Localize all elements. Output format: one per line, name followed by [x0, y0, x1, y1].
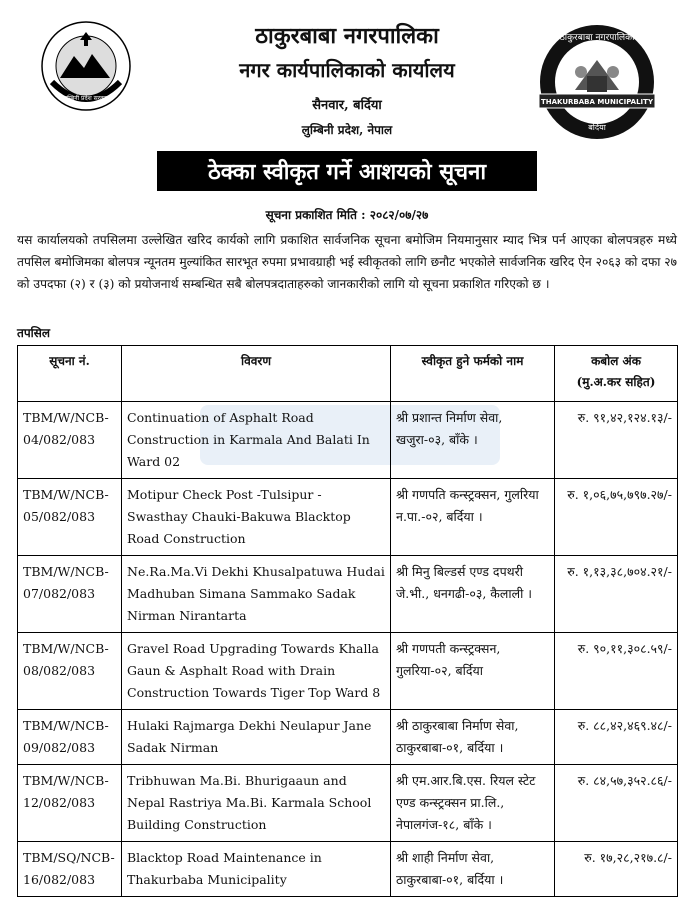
table-row [18, 765, 678, 842]
right-logo-top-text: ठाकुरबाबा नगरपालिका [559, 33, 635, 43]
notice-banner: ठेक्का स्वीकृत गर्ने आशयको सूचना [157, 151, 537, 191]
cell-description: Blacktop Road Maintenance in Thakurbaba Municipality [122, 842, 391, 897]
contract-table [17, 345, 678, 897]
cell-description: Hulaki Rajmarga Dekhi Neulapur Jane Sadak Nirman [122, 710, 391, 765]
header-description: विवरण [122, 346, 391, 402]
details-label: तपसिल [17, 326, 51, 340]
cell-notice-no: TBM/W/NCB-05/082/083 [18, 479, 122, 556]
table-header-row [18, 346, 678, 402]
cell-bid: रु. ९०,११,३०८.५९/- [555, 633, 678, 710]
header-bid [555, 346, 678, 402]
cell-bid: रु. ८४,५७,३५२.८६/- [555, 765, 678, 842]
cell-firm: श्री एम.आर.बि.एस. रियल स्टेट एण्ड कन्स्ट्रक्सन प्रा.लि., नेपालगंज-१८, बाँके । [391, 765, 555, 842]
table-row [18, 556, 678, 633]
location-line: सैनवार, बर्दिया [312, 98, 382, 113]
cell-bid: रु. १,१३,३८,७०४.२१/- [555, 556, 678, 633]
cell-firm: श्री ठाकुरबाबा निर्माण सेवा, ठाकुरबाबा-०१, बर्दिया । [391, 710, 555, 765]
cell-description: Ne.Ra.Ma.Vi Dekhi Khusalpatuwa Hudai Madhuban Simana Sammako Sadak Nirman Nirantarta [122, 556, 391, 633]
header-notice-no: सूचना नं. [18, 346, 122, 402]
table-row [18, 479, 678, 556]
cell-description: Tribhuwan Ma.Bi. Bhurigaaun and Nepal Rastriya Ma.Bi. Karmala School Building Construction [122, 765, 391, 842]
cell-notice-no: TBM/W/NCB-07/082/083 [18, 556, 122, 633]
cell-bid: रु. ९१,४२,१२४.१३/- [555, 402, 678, 479]
cell-firm: श्री गणपति कन्स्ट्रक्सन, गुलरिया न.पा.-०२, बर्दिया । [391, 479, 555, 556]
header-bid-label: कबोल अंक [591, 354, 641, 368]
province-line: लुम्बिनी प्रदेश, नेपाल [301, 123, 393, 137]
publication-date: सूचना प्रकाशित मिति : २०८२/०७/२७ [265, 208, 429, 222]
municipality-title: ठाकुरबाबा नगरपालिका [255, 23, 439, 49]
cell-notice-no: TBM/SQ/NCB-16/082/083 [18, 842, 122, 897]
cell-notice-no: TBM/W/NCB-12/082/083 [18, 765, 122, 842]
table-row [18, 402, 678, 479]
cell-notice-no: TBM/W/NCB-04/082/083 [18, 402, 122, 479]
notice-paragraph: यस कार्यालयको तपसिलमा उल्लेखित खरिद कार्यको लागि प्रकाशित सार्वजनिक सूचना बमोजिम नियमानुसार म्याद भित्र पर्न आएका बोलपत्रहरु मध्ये तपसिल बमोजिमका बोलपत्र न्यूनतम मुल्यांकित सारभूत रुपमा प्रभावग्राही भई स्वीकृतको लागि छनौट भएकोले सार्वजनिक खरिद ऐन २०६३ को दफा २७ को उपदफा (२) र (३) को प्रयोजनार्थ सम्बन्धित सबै बोलपत्रदाताहरुको जानकारीको लागि यो सूचना प्रकाशित गरिएको छ । [17, 233, 677, 291]
table-row [18, 633, 678, 710]
left-logo-text: लुम्बिनी प्रदेश सरकार [63, 95, 109, 102]
table-row [18, 842, 678, 897]
cell-description: Motipur Check Post -Tulsipur - Swasthay Chauki-Bakuwa Blacktop Road Construction [122, 479, 391, 556]
header-firm: स्वीकृत हुने फर्मको नाम [391, 346, 555, 402]
cell-bid: रु. १,०६,७५,७९७.२७/- [555, 479, 678, 556]
cell-notice-no: TBM/W/NCB-09/082/083 [18, 710, 122, 765]
cell-firm: श्री शाही निर्माण सेवा, ठाकुरबाबा-०१, बर्दिया । [391, 842, 555, 897]
cell-bid: रु. ८८,४२,४६९.४८/- [555, 710, 678, 765]
header-bid-sub: (मु.अ.कर सहित) [576, 375, 656, 389]
office-title: नगर कार्यपालिकाको कार्यालय [239, 58, 455, 82]
cell-firm: श्री प्रशान्त निर्माण सेवा, खजुरा-०३, बाँके । [391, 402, 555, 479]
right-logo-ribbon-text: THAKURBABA MUNICIPALITY [540, 98, 654, 106]
cell-firm: श्री गणपती कन्स्ट्रक्सन, गुलरिया-०२, बर्दिया [391, 633, 555, 710]
cell-firm: श्री मिनु बिल्डर्स एण्ड दपथरी जे.भी., धनगढी-०३, कैलाली । [391, 556, 555, 633]
right-logo-bottom-text: बर्दिया [588, 123, 606, 132]
cell-bid: रु. १७,२८,२१७.८/- [555, 842, 678, 897]
cell-description: Gravel Road Upgrading Towards Khalla Gaun & Asphalt Road with Drain Construction Towards Tiger Top Ward 8 [122, 633, 391, 710]
cell-description: Continuation of Asphalt Road Construction in Karmala And Balati In Ward 02 [122, 402, 391, 479]
table-row [18, 710, 678, 765]
cell-notice-no: TBM/W/NCB-08/082/083 [18, 633, 122, 710]
